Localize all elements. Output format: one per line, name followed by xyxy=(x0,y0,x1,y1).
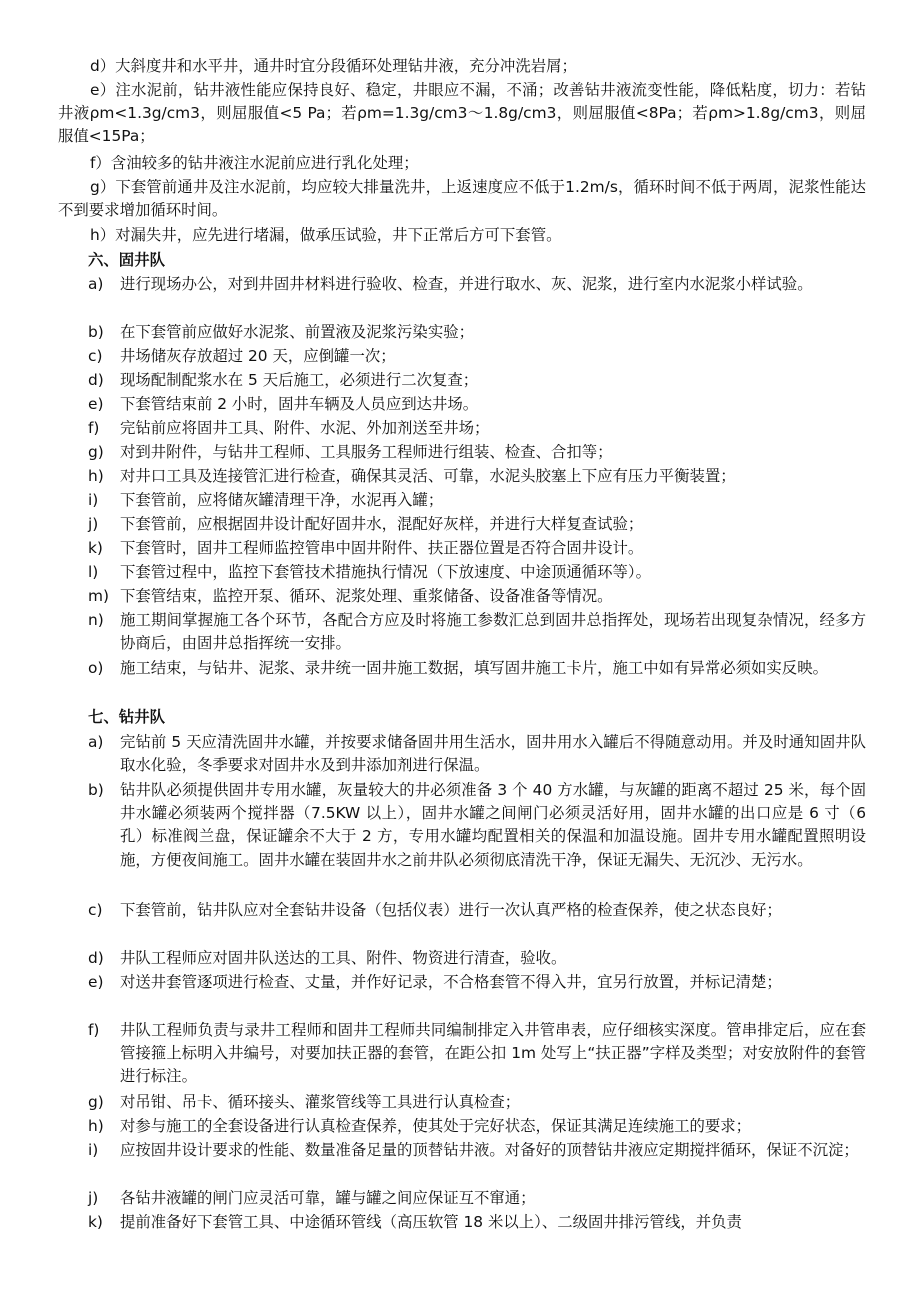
list-item xyxy=(58,273,866,296)
list-item xyxy=(58,657,866,680)
list-item xyxy=(58,585,866,608)
item-label: j) xyxy=(88,515,99,533)
list-item xyxy=(58,513,866,536)
item-label: f) xyxy=(88,1021,100,1039)
paragraph-e: e）注水泥前，钻井液性能应保持良好、稳定，井眼应不漏，不涌；改善钻井液流变性能，降低粘度，切力：若钻井液ρm<1.3g/cm3，则屈服值<5 Pa；若ρm=1.3g/cm3～1.8g/cm3，则屈服值<8Pa；若ρm>1.8g/cm3，则屈服值<15Pa； xyxy=(58,81,866,146)
list-item xyxy=(58,1115,866,1138)
item-label: a) xyxy=(88,733,104,751)
item-label: o) xyxy=(88,659,104,677)
item-text: 下套管时，固井工程师监控管串中固井附件、扶正器位置是否符合固井设计。 xyxy=(120,539,644,557)
list-item xyxy=(58,947,866,970)
list-item xyxy=(58,321,866,344)
list-item xyxy=(58,731,866,777)
section-heading-cementing-team: 六、固井队 xyxy=(88,251,165,269)
item-text: 井队工程师应对固井队送达的工具、附件、物资进行清查，验收。 xyxy=(120,949,567,967)
item-label: k) xyxy=(88,1213,103,1231)
item-label: n) xyxy=(88,611,104,629)
list-item xyxy=(58,609,866,655)
item-text: 提前准备好下套管工具、中途循环管线（高压软管 18 米以上）、二级固井排污管线，并负责 xyxy=(120,1213,742,1231)
item-label: m) xyxy=(88,587,109,605)
item-label: l) xyxy=(88,563,99,581)
item-label: d) xyxy=(88,949,104,967)
item-text: 下套管前，应将储灰罐清理干净，水泥再入罐； xyxy=(120,491,444,509)
item-label: c) xyxy=(88,347,103,365)
list-item xyxy=(58,561,866,584)
list-item xyxy=(58,971,866,994)
list-item xyxy=(58,345,866,368)
paragraph-f: f）含油较多的钻井液注水泥前应进行乳化处理； xyxy=(90,154,419,172)
item-label: k) xyxy=(88,539,103,557)
item-text: 对送井套管逐项进行检查、丈量，并作好记录，不合格套管不得入井，宜另行放置，并标记清楚； xyxy=(120,973,782,991)
item-label: e) xyxy=(88,973,104,991)
item-text: 下套管前，钻井队应对全套钻井设备（包括仪表）进行一次认真严格的检查保养，使之状态良好； xyxy=(120,901,782,919)
item-text: 下套管前，应根据固井设计配好固井水，混配好灰样，并进行大样复查试验； xyxy=(120,515,644,533)
item-label: b) xyxy=(88,781,104,799)
list-item xyxy=(58,779,866,872)
item-text: 钻井队必须提供固井专用水罐，灰量较大的井必须准备 3 个 40 方水罐，与灰罐的距离不超过 25 米，每个固井水罐必须装两个搅拌器（7.5KW 以上），固井水罐之间闸门必须灵活好用，固井水罐的出口应是 6 寸（6 孔）标准阀兰盘，保证罐余不大于 2 方，专用水罐均配置相关的保温和加温设施。固井专用水罐配置照明设施，方便夜间施工。固井水罐在装固井水之前井队必须彻底清洗干净，保证无漏失、无沉沙、无污水。 xyxy=(120,781,866,869)
item-text: 进行现场办公，对到井固井材料进行验收、检查，并进行取水、灰、泥浆，进行室内水泥浆小样试验。 xyxy=(120,275,813,293)
item-text: 对参与施工的全套设备进行认真检查保养，使其处于完好状态，保证其满足连续施工的要求； xyxy=(120,1117,752,1135)
item-label: d) xyxy=(88,371,104,389)
item-label: g) xyxy=(88,1093,104,1111)
item-text: 下套管结束，监控开泵、循环、泥浆处理、重浆储备、设备准备等情况。 xyxy=(120,587,613,605)
item-label: i) xyxy=(88,1141,99,1159)
list-item xyxy=(58,1019,866,1089)
item-text: 井队工程师负责与录井工程师和固井工程师共同编制排定入井管串表，应仔细核实深度。管串排定后，应在套管接箍上标明入井编号，对要加扶正器的套管，在距公扣 1m 处写上“扶正器”字样及类型；对安放附件的套管进行标注。 xyxy=(120,1021,866,1086)
item-label: j) xyxy=(88,1189,99,1207)
paragraph-d: d）大斜度井和水平井，通井时宜分段循环处理钻井液，充分冲洗岩屑； xyxy=(90,57,577,75)
item-label: h) xyxy=(88,1117,104,1135)
paragraph-h: h）对漏失井，应先进行堵漏，做承压试验，井下正常后方可下套管。 xyxy=(90,226,562,244)
item-label: a) xyxy=(88,275,104,293)
list-item xyxy=(58,489,866,512)
item-text: 施工结束，与钻井、泥浆、录井统一固井施工数据，填写固井施工卡片，施工中如有异常必须如实反映。 xyxy=(120,659,828,677)
list-item xyxy=(58,1187,866,1210)
item-text: 对井口工具及连接管汇进行检查，确保其灵活、可靠，水泥头胶塞上下应有压力平衡装置； xyxy=(120,467,736,485)
item-text: 下套管过程中，监控下套管技术措施执行情况（下放速度、中途顶通循环等）。 xyxy=(120,563,651,581)
item-label: h) xyxy=(88,467,104,485)
list-item xyxy=(58,441,866,464)
item-text: 施工期间掌握施工各个环节，各配合方应及时将施工参数汇总到固井总指挥处，现场若出现复杂情况，经多方协商后，由固井总指挥统一安排。 xyxy=(120,611,866,653)
item-text: 井场储灰存放超过 20 天，应倒罐一次； xyxy=(120,347,396,365)
list-item xyxy=(58,417,866,440)
list-item xyxy=(58,393,866,416)
paragraph-g: g）下套管前通井及注水泥前，均应较大排量洗井，上返速度应不低于1.2m/s，循环时间不低于两周，泥浆性能达不到要求增加循环时间。 xyxy=(58,178,866,220)
list-item xyxy=(58,1211,866,1234)
item-label: i) xyxy=(88,491,99,509)
item-text: 完钻前 5 天应清洗固井水罐，并按要求储备固井用生活水，固井用水入罐后不得随意动用。并及时通知固井队取水化验，冬季要求对固井水及到井添加剂进行保温。 xyxy=(120,733,866,775)
list-item xyxy=(58,465,866,488)
list-item xyxy=(58,899,866,922)
item-text: 对吊钳、吊卡、循环接头、灌浆管线等工具进行认真检查； xyxy=(120,1093,521,1111)
item-text: 应按固井设计要求的性能、数量准备足量的顶替钻井液。对备好的顶替钻井液应定期搅拌循环，保证不沉淀； xyxy=(120,1141,859,1159)
list-item xyxy=(58,1091,866,1114)
section-heading-drilling-team: 七、钻井队 xyxy=(88,708,165,726)
item-label: c) xyxy=(88,901,103,919)
item-text: 完钻前应将固井工具、附件、水泥、外加剂送至井场； xyxy=(120,419,490,437)
item-label: f) xyxy=(88,419,100,437)
list-item xyxy=(58,1139,866,1162)
item-text: 在下套管前应做好水泥浆、前置液及泥浆污染实验； xyxy=(120,323,474,341)
item-text: 各钻井液罐的闸门应灵活可靠，罐与罐之间应保证互不窜通； xyxy=(120,1189,536,1207)
item-label: g) xyxy=(88,443,104,461)
item-text: 下套管结束前 2 小时，固井车辆及人员应到达井场。 xyxy=(120,395,479,413)
item-text: 对到井附件，与钻井工程师、工具服务工程师进行组装、检查、合扣等； xyxy=(120,443,613,461)
item-label: b) xyxy=(88,323,104,341)
item-text: 现场配制配浆水在 5 天后施工，必须进行二次复查； xyxy=(120,371,479,389)
list-item xyxy=(58,369,866,392)
item-label: e) xyxy=(88,395,104,413)
list-item xyxy=(58,537,866,560)
